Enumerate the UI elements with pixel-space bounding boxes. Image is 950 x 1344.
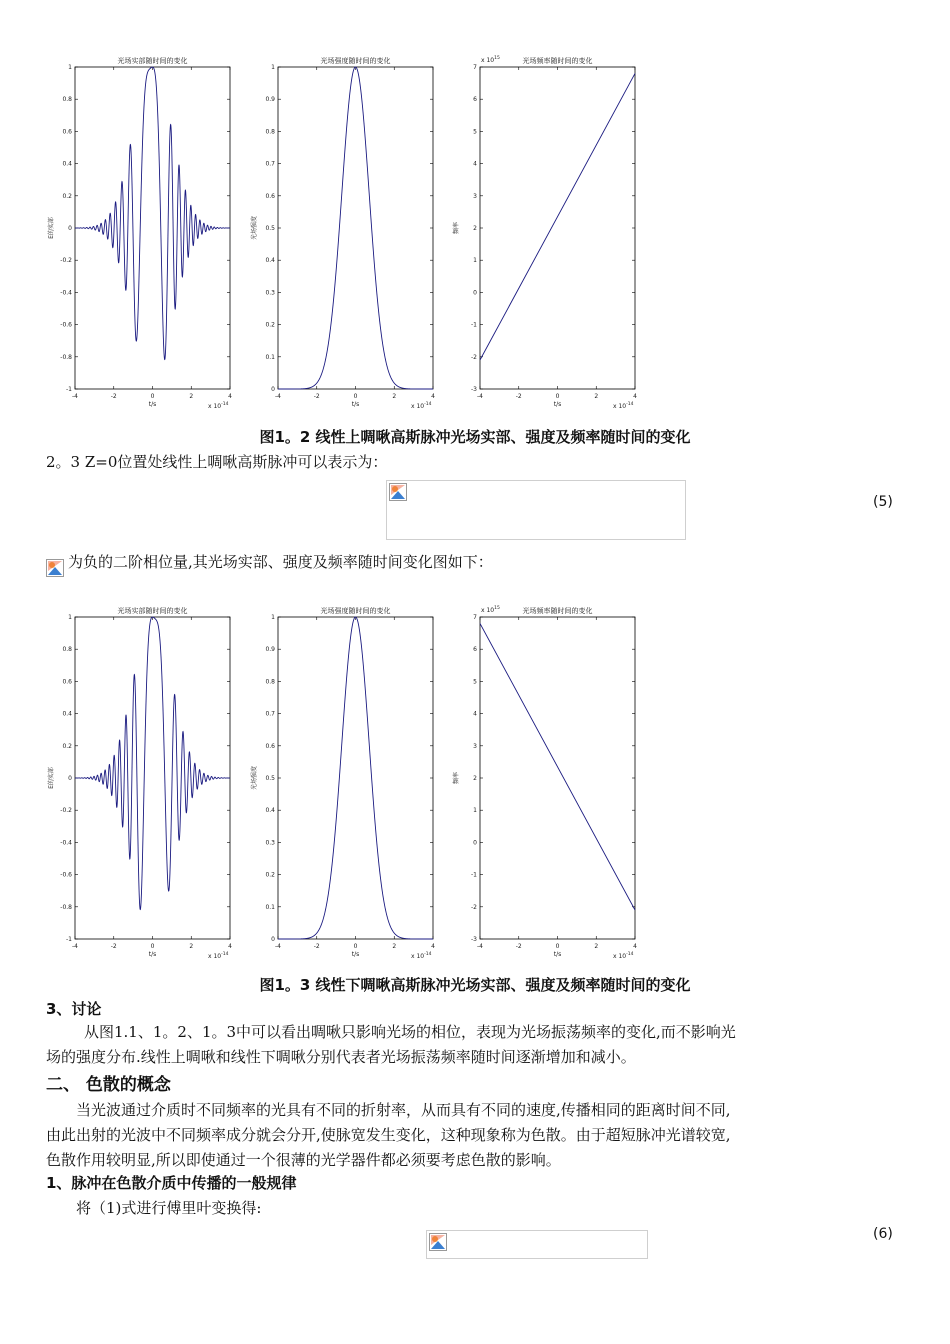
x-scale-label: x $10^{-14}$: [411, 402, 432, 410]
plot-title: 光场强度随时间的变化: [320, 607, 391, 615]
y-tick-label: 0.6: [265, 742, 275, 750]
y-tick-label: 2: [473, 775, 477, 782]
y-tick-label: -1: [66, 936, 72, 943]
x-tick-label: -4: [72, 393, 78, 400]
y-tick-label: 4: [473, 710, 477, 718]
y-tick-label: 0.4: [265, 257, 275, 265]
plot-axes-box: [278, 617, 433, 939]
y-tick-label: 1: [271, 614, 275, 621]
y-tick-label: 0.8: [265, 128, 275, 136]
y-axis-label: 频率: [453, 221, 460, 235]
x-tick-label: -2: [515, 393, 522, 400]
x-tick-label: 0: [353, 943, 358, 950]
x-tick-label: -4: [275, 943, 281, 950]
x-tick-label: 4: [431, 943, 435, 950]
y-axis-label: 频率: [453, 771, 460, 785]
y-tick-label: -0.6: [60, 321, 72, 329]
x-scale-label: x $10^{-14}$: [613, 952, 634, 960]
negative-phase-text: 为负的二阶相位量,其光场实部、强度及频率随时间变化图如下：: [68, 553, 493, 571]
x-tick-label: -2: [515, 943, 522, 950]
y-axis-label: E的实部: [48, 767, 55, 789]
y-tick-label: 0: [473, 839, 477, 847]
fig1-caption: 图1。2 线性上啁啾高斯脉冲光场实部、强度及频率随时间的变化: [259, 428, 691, 446]
y-tick-label: 0.1: [265, 353, 275, 361]
y-tick-label: 4: [473, 160, 477, 168]
y-tick-label: -0.4: [60, 839, 72, 847]
y-tick-label: 0.6: [265, 192, 275, 200]
x-tick-label: 4: [431, 393, 435, 400]
y-tick-label: 0: [271, 936, 275, 943]
y-tick-label: 6: [473, 96, 477, 104]
y-tick-label: 0.1: [265, 903, 275, 911]
discussion-line-2: 场的强度分布.线性上啁啾和线性下啁啾分别代表者光场振荡频率随时间逐渐增加和减小。: [46, 1048, 636, 1066]
equation-6-number: (6): [873, 1226, 893, 1242]
equation-5-number: (5): [873, 494, 893, 510]
x-tick-label: 0: [150, 393, 155, 400]
dispersion-line-1: 当光波通过介质时不同频率的光具有不同的折射率，从而具有不同的速度,传播相同的距离时间不同,: [76, 1101, 731, 1119]
subsection-1-heading: 1、脉冲在色散介质中传播的一般规律: [46, 1174, 297, 1192]
y-tick-label: -1: [471, 871, 477, 879]
y-scale-exponent: 15: [494, 606, 500, 611]
x-scale-exponent: -14: [221, 952, 229, 957]
y-tick-label: 2: [473, 225, 477, 232]
x-scale-exponent: -14: [221, 402, 229, 407]
section-3-heading: 3、讨论: [46, 1000, 102, 1018]
fourier-text: 将（1)式进行傅里叶变换得:: [76, 1199, 262, 1217]
y-tick-label: 6: [473, 646, 477, 654]
y-tick-label: 3: [473, 742, 477, 750]
dispersion-line-2: 由此出射的光波中不同频率成分就会分开,使脉宽发生变化，这种现象称为色散。由于超短脉冲光谱较宽,: [46, 1126, 731, 1144]
y-tick-label: -0.6: [60, 871, 72, 879]
fig2-caption: 图1。3 线性下啁啾高斯脉冲光场实部、强度及频率随时间的变化: [259, 976, 691, 994]
x-tick-label: 4: [633, 943, 637, 950]
y-scale-label: x $10^{15}$: [481, 606, 500, 614]
y-tick-label: 0: [68, 225, 72, 232]
series-line: [278, 67, 433, 389]
y-tick-label: 7: [473, 614, 477, 621]
broken-image-icon: [46, 559, 64, 577]
y-tick-label: 0.8: [62, 646, 72, 654]
y-tick-label: 0.6: [62, 678, 72, 686]
fig1-plot-intensity: [251, 50, 448, 420]
x-scale-label: x $10^{-14}$: [411, 952, 432, 960]
y-tick-label: -0.8: [60, 353, 72, 361]
y-axis-label: 光场强度: [251, 765, 258, 791]
x-scale-label: x $10^{-14}$: [613, 402, 634, 410]
y-scale-label: x $10^{15}$: [481, 56, 500, 64]
series-line: [480, 73, 635, 360]
x-tick-label: -2: [110, 393, 117, 400]
y-tick-label: -2: [471, 903, 477, 911]
series-line: [75, 617, 230, 910]
plot-axes-box: [480, 67, 635, 389]
plot-title: 光场频率随时间的变化: [522, 607, 593, 615]
x-tick-label: 4: [228, 393, 232, 400]
plot-title: 光场实部随时间的变化: [117, 607, 188, 615]
x-scale-exponent: -14: [626, 952, 634, 957]
y-tick-label: 0.4: [62, 710, 72, 718]
y-tick-label: 0.6: [62, 128, 72, 136]
x-tick-label: -4: [477, 943, 483, 950]
x-tick-label: 2: [189, 393, 194, 400]
x-tick-label: 2: [392, 393, 397, 400]
x-axis-label: t/s: [351, 951, 360, 958]
y-tick-label: 0.8: [62, 96, 72, 104]
y-tick-label: 0.5: [265, 225, 275, 232]
x-scale-label: x $10^{-14}$: [208, 402, 229, 410]
broken-image-icon: [429, 1233, 447, 1251]
section-2-3-text: 2。3 Z=0位置处线性上啁啾高斯脉冲可以表示为：: [46, 453, 388, 471]
y-tick-label: -0.8: [60, 903, 72, 911]
series-line: [75, 67, 230, 360]
y-tick-label: 0: [271, 386, 275, 393]
x-scale-exponent: -14: [424, 402, 432, 407]
x-tick-label: -4: [275, 393, 281, 400]
dispersion-line-3: 色散作用较明显,所以即使通过一个很薄的光学器件都必须要考虑色散的影响。: [46, 1151, 561, 1169]
y-tick-label: 1: [473, 257, 477, 265]
x-axis-label: t/s: [351, 401, 360, 408]
x-axis-label: t/s: [148, 401, 157, 408]
discussion-line-1: 从图1.1、1。2、1。3中可以看出啁啾只影响光场的相位，表现为光场振荡频率的变化,而不影响光: [84, 1023, 736, 1041]
x-tick-label: 2: [594, 393, 599, 400]
y-scale-exponent: 15: [494, 56, 500, 61]
y-tick-label: -3: [471, 386, 477, 393]
plot-title: 光场实部随时间的变化: [117, 57, 188, 65]
y-tick-label: 7: [473, 64, 477, 71]
y-tick-label: 0.5: [265, 775, 275, 782]
x-tick-label: 0: [555, 943, 560, 950]
fig1-plot-frequency: [453, 50, 650, 420]
x-axis-label: t/s: [553, 951, 562, 958]
section-2-heading: 二、 色散的概念: [46, 1075, 171, 1095]
y-tick-label: -1: [66, 386, 72, 393]
x-tick-label: 4: [228, 943, 232, 950]
x-tick-label: -4: [72, 943, 78, 950]
y-tick-label: 0.2: [265, 321, 275, 329]
plot-axes-box: [278, 67, 433, 389]
y-tick-label: 0: [473, 289, 477, 297]
y-tick-label: -0.2: [60, 257, 72, 265]
x-tick-label: 0: [150, 943, 155, 950]
series-line: [480, 623, 635, 910]
fig2-plot-frequency: [453, 600, 650, 970]
plot-title: 光场强度随时间的变化: [320, 57, 391, 65]
x-tick-label: 2: [189, 943, 194, 950]
y-tick-label: 0.9: [265, 646, 275, 654]
y-tick-label: -0.2: [60, 807, 72, 815]
x-tick-label: 4: [633, 393, 637, 400]
x-axis-label: t/s: [553, 401, 562, 408]
y-tick-label: -1: [471, 321, 477, 329]
series-line: [278, 617, 433, 939]
y-tick-label: 0.4: [62, 160, 72, 168]
plot-title: 光场频率随时间的变化: [522, 57, 593, 65]
x-tick-label: -2: [110, 943, 117, 950]
x-scale-exponent: -14: [424, 952, 432, 957]
fig2-plot-real: [48, 600, 245, 970]
y-tick-label: 0.8: [265, 678, 275, 686]
y-tick-label: 1: [271, 64, 275, 71]
x-tick-label: -2: [313, 393, 320, 400]
y-tick-label: 0.9: [265, 96, 275, 104]
x-tick-label: -4: [477, 393, 483, 400]
y-tick-label: 1: [473, 807, 477, 815]
x-tick-label: 2: [392, 943, 397, 950]
y-axis-label: E的实部: [48, 217, 55, 239]
broken-image-icon: [389, 483, 407, 501]
x-tick-label: 0: [353, 393, 358, 400]
equation-6-image: [426, 1230, 648, 1259]
y-tick-label: 0.7: [265, 710, 275, 718]
plot-axes-box: [480, 617, 635, 939]
y-tick-label: 5: [473, 678, 477, 686]
y-tick-label: 0.4: [265, 807, 275, 815]
y-tick-label: 0.2: [62, 192, 72, 200]
y-tick-label: 0.3: [265, 289, 275, 297]
x-scale-label: x $10^{-14}$: [208, 952, 229, 960]
y-tick-label: 1: [68, 64, 72, 71]
x-tick-label: 0: [555, 393, 560, 400]
y-tick-label: 0: [68, 775, 72, 782]
y-tick-label: -3: [471, 936, 477, 943]
x-tick-label: -2: [313, 943, 320, 950]
x-axis-label: t/s: [148, 951, 157, 958]
fig1-plot-real: [48, 50, 245, 420]
y-tick-label: -0.4: [60, 289, 72, 297]
y-tick-label: 0.2: [265, 871, 275, 879]
y-axis-label: 光场强度: [251, 215, 258, 241]
equation-5-image: [386, 480, 686, 540]
y-tick-label: -2: [471, 353, 477, 361]
x-scale-exponent: -14: [626, 402, 634, 407]
y-tick-label: 1: [68, 614, 72, 621]
y-tick-label: 5: [473, 128, 477, 136]
y-tick-label: 3: [473, 192, 477, 200]
y-tick-label: 0.2: [62, 742, 72, 750]
y-tick-label: 0.7: [265, 160, 275, 168]
x-tick-label: 2: [594, 943, 599, 950]
fig2-plot-intensity: [251, 600, 448, 970]
y-tick-label: 0.3: [265, 839, 275, 847]
